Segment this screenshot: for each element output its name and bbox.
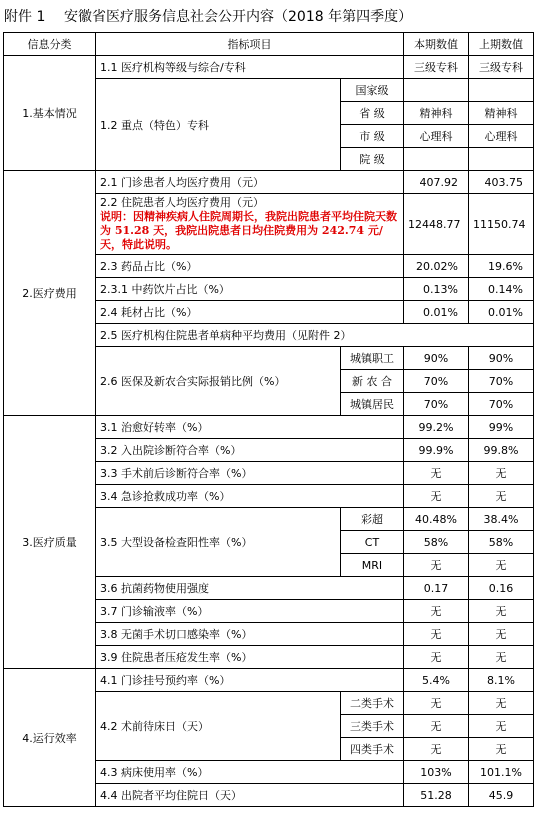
previous-value: 无 bbox=[469, 485, 534, 508]
row-label: 3.5 大型设备检查阳性率（%） bbox=[96, 508, 341, 577]
current-value: 无 bbox=[404, 554, 469, 577]
table-row bbox=[4, 171, 534, 194]
row-label: 2.3.1 中药饮片占比（%） bbox=[96, 278, 404, 301]
current-value: 无 bbox=[404, 485, 469, 508]
table-row bbox=[4, 669, 534, 692]
previous-value: 90% bbox=[469, 347, 534, 370]
row-label: 4.4 出院者平均住院日（天） bbox=[96, 784, 404, 807]
explanation-note: 说明：因精神疾病人住院周期长，我院出院患者平均住院天数为 51.28 天，我院出院患者日均住院费用为 242.74 元/天，特此说明。 bbox=[100, 210, 397, 251]
current-value: 心理科 bbox=[404, 125, 469, 148]
previous-value: 403.75 bbox=[469, 171, 534, 194]
previous-value: 0.14% bbox=[469, 278, 534, 301]
current-value: 0.13% bbox=[404, 278, 469, 301]
sub-label: 二类手术 bbox=[341, 692, 404, 715]
current-value: 三级专科 bbox=[404, 56, 469, 79]
table-row bbox=[4, 56, 534, 79]
current-value: 精神科 bbox=[404, 102, 469, 125]
current-value: 0.17 bbox=[404, 577, 469, 600]
section-medical-costs: 2.医疗费用 bbox=[4, 171, 96, 416]
row-label: 2.4 耗材占比（%） bbox=[96, 301, 404, 324]
current-value: 20.02% bbox=[404, 255, 469, 278]
previous-value: 11150.74 bbox=[469, 194, 534, 255]
current-value: 58% bbox=[404, 531, 469, 554]
current-value: 99.9% bbox=[404, 439, 469, 462]
current-value bbox=[404, 79, 469, 102]
sub-label: CT bbox=[341, 531, 404, 554]
row-label: 2.2 住院患者人均医疗费用（元） bbox=[100, 196, 264, 209]
row-label: 3.9 住院患者压疮发生率（%） bbox=[96, 646, 404, 669]
header-previous: 上期数值 bbox=[469, 33, 534, 56]
previous-value: 101.1% bbox=[469, 761, 534, 784]
current-value: 无 bbox=[404, 623, 469, 646]
sub-label: 城镇职工 bbox=[341, 347, 404, 370]
row-label: 3.2 入出院诊断符合率（%） bbox=[96, 439, 404, 462]
sub-label: 城镇居民 bbox=[341, 393, 404, 416]
current-value: 12448.77 bbox=[404, 194, 469, 255]
header-category: 信息分类 bbox=[4, 33, 96, 56]
previous-value: 38.4% bbox=[469, 508, 534, 531]
current-value: 无 bbox=[404, 692, 469, 715]
previous-value: 19.6% bbox=[469, 255, 534, 278]
previous-value: 无 bbox=[469, 623, 534, 646]
previous-value: 三级专科 bbox=[469, 56, 534, 79]
previous-value: 无 bbox=[469, 554, 534, 577]
current-value: 70% bbox=[404, 393, 469, 416]
row-label: 2.6 医保及新农合实际报销比例（%） bbox=[96, 347, 341, 416]
current-value: 无 bbox=[404, 715, 469, 738]
row-label: 3.7 门诊输液率（%） bbox=[96, 600, 404, 623]
current-value: 70% bbox=[404, 370, 469, 393]
current-value: 5.4% bbox=[404, 669, 469, 692]
row-label: 4.1 门诊挂号预约率（%） bbox=[96, 669, 404, 692]
previous-value: 无 bbox=[469, 646, 534, 669]
row-label: 4.2 术前待床日（天） bbox=[96, 692, 341, 761]
current-value: 99.2% bbox=[404, 416, 469, 439]
section-operating-efficiency: 4.运行效率 bbox=[4, 669, 96, 807]
sub-label: 国家级 bbox=[341, 79, 404, 102]
attachment-tag: 附件 1 bbox=[4, 9, 46, 25]
row-label-with-note bbox=[96, 194, 404, 255]
current-value: 407.92 bbox=[404, 171, 469, 194]
current-value: 103% bbox=[404, 761, 469, 784]
row-label: 3.1 治愈好转率（%） bbox=[96, 416, 404, 439]
previous-value: 99.8% bbox=[469, 439, 534, 462]
row-label: 3.8 无菌手术切口感染率（%） bbox=[96, 623, 404, 646]
previous-value: 70% bbox=[469, 370, 534, 393]
previous-value: 心理科 bbox=[469, 125, 534, 148]
current-value: 51.28 bbox=[404, 784, 469, 807]
previous-value: 精神科 bbox=[469, 102, 534, 125]
previous-value: 70% bbox=[469, 393, 534, 416]
row-label: 1.1 医疗机构等级与综合/专科 bbox=[96, 56, 404, 79]
sub-label: 省 级 bbox=[341, 102, 404, 125]
current-value: 0.01% bbox=[404, 301, 469, 324]
previous-value: 45.9 bbox=[469, 784, 534, 807]
current-value: 无 bbox=[404, 600, 469, 623]
table-row bbox=[4, 416, 534, 439]
document-title: 安徽省医疗服务信息社会公开内容（2018 年第四季度） bbox=[64, 9, 413, 25]
sub-label: 新 农 合 bbox=[341, 370, 404, 393]
sub-label: MRI bbox=[341, 554, 404, 577]
sub-label: 市 级 bbox=[341, 125, 404, 148]
sub-label: 三类手术 bbox=[341, 715, 404, 738]
sub-label: 院 级 bbox=[341, 148, 404, 171]
row-label: 2.1 门诊患者人均医疗费用（元） bbox=[96, 171, 404, 194]
section-medical-quality: 3.医疗质量 bbox=[4, 416, 96, 669]
current-value: 无 bbox=[404, 646, 469, 669]
current-value: 无 bbox=[404, 738, 469, 761]
header-row bbox=[4, 33, 534, 56]
current-value: 90% bbox=[404, 347, 469, 370]
sub-label: 四类手术 bbox=[341, 738, 404, 761]
document-header bbox=[0, 0, 535, 30]
row-label: 3.3 手术前后诊断符合率（%） bbox=[96, 462, 404, 485]
previous-value: 0.16 bbox=[469, 577, 534, 600]
previous-value: 无 bbox=[469, 715, 534, 738]
previous-value bbox=[469, 79, 534, 102]
previous-value: 99% bbox=[469, 416, 534, 439]
current-value bbox=[404, 148, 469, 171]
previous-value bbox=[469, 148, 534, 171]
sub-label: 彩超 bbox=[341, 508, 404, 531]
info-table bbox=[3, 32, 534, 807]
previous-value: 无 bbox=[469, 738, 534, 761]
row-label: 4.3 病床使用率（%） bbox=[96, 761, 404, 784]
row-label: 3.4 急诊抢救成功率（%） bbox=[96, 485, 404, 508]
current-value: 40.48% bbox=[404, 508, 469, 531]
previous-value: 无 bbox=[469, 462, 534, 485]
header-item: 指标项目 bbox=[96, 33, 404, 56]
row-label: 1.2 重点（特色）专科 bbox=[96, 79, 341, 171]
previous-value: 8.1% bbox=[469, 669, 534, 692]
previous-value: 无 bbox=[469, 600, 534, 623]
previous-value: 0.01% bbox=[469, 301, 534, 324]
row-label: 3.6 抗菌药物使用强度 bbox=[96, 577, 404, 600]
previous-value: 58% bbox=[469, 531, 534, 554]
previous-value: 无 bbox=[469, 692, 534, 715]
row-label: 2.5 医疗机构住院患者单病种平均费用（见附件 2） bbox=[96, 324, 534, 347]
section-basic-info: 1.基本情况 bbox=[4, 56, 96, 171]
row-label: 2.3 药品占比（%） bbox=[96, 255, 404, 278]
header-current: 本期数值 bbox=[404, 33, 469, 56]
current-value: 无 bbox=[404, 462, 469, 485]
